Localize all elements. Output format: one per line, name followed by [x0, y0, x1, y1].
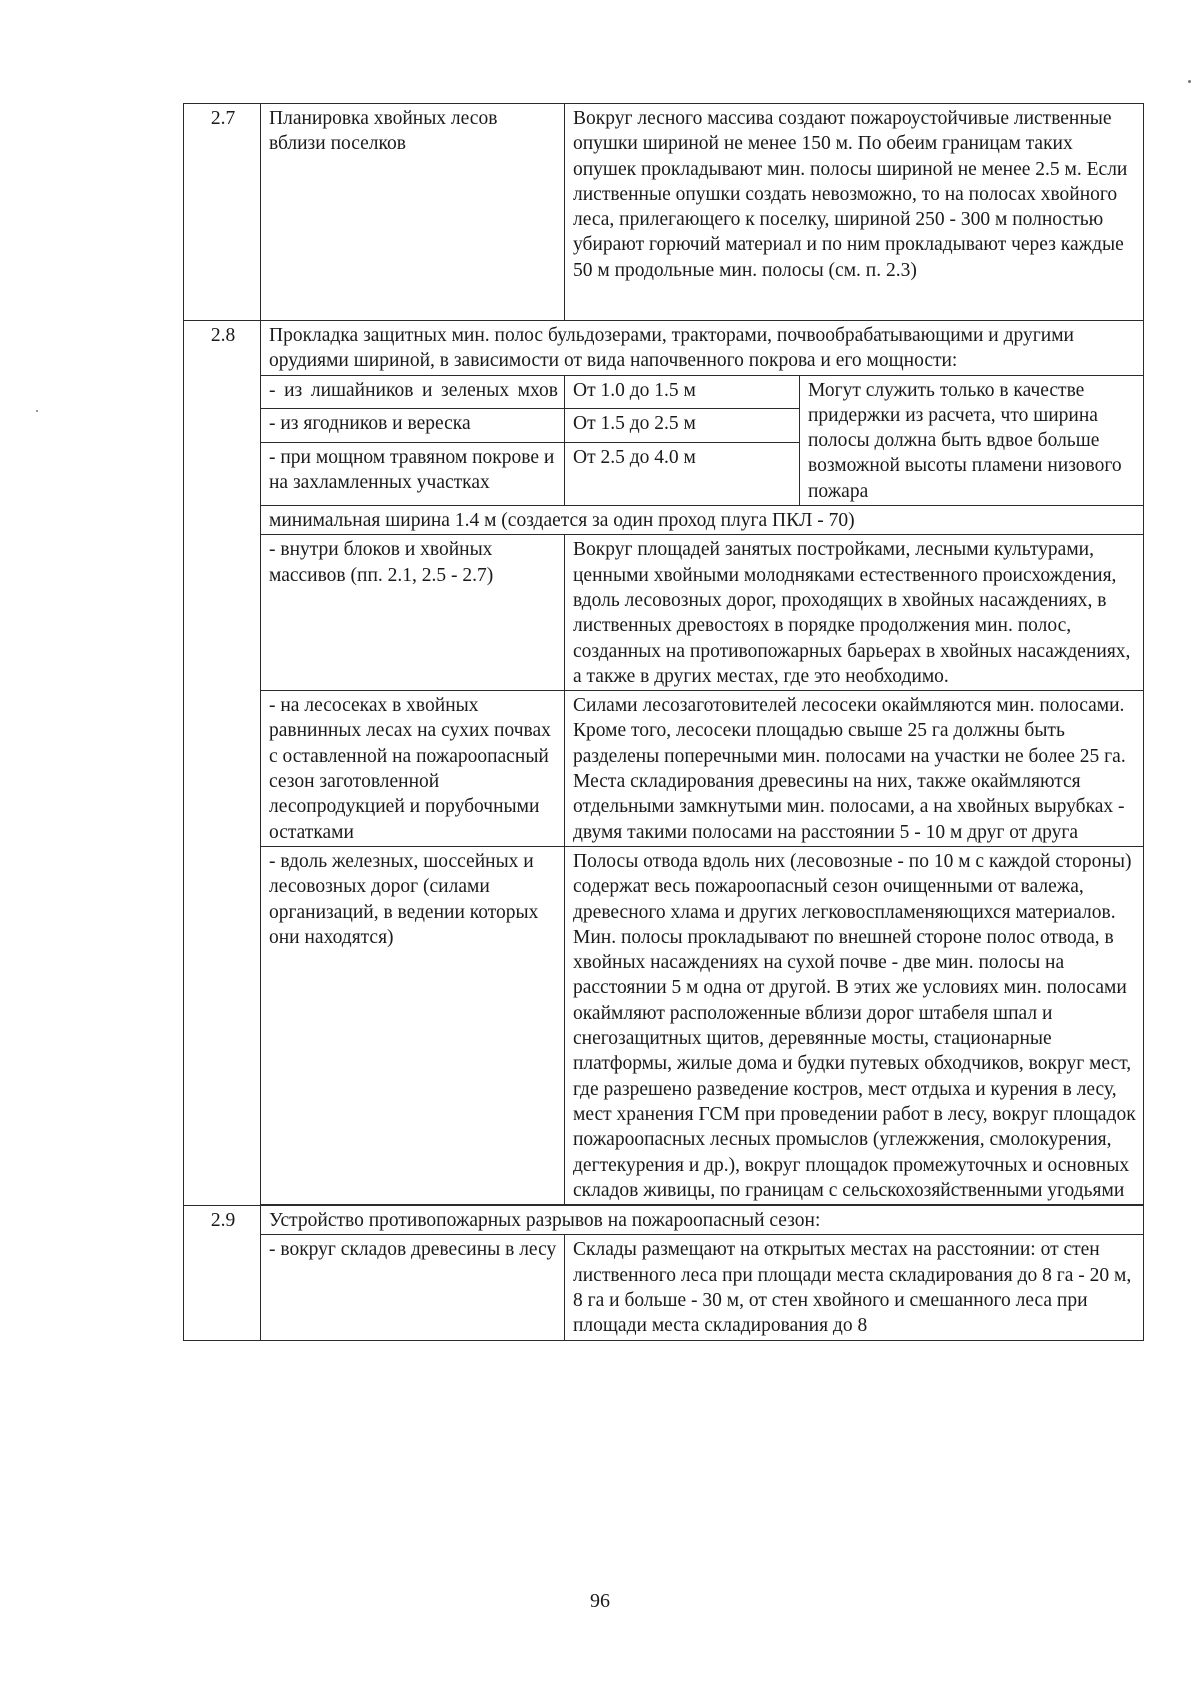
table-row-place-3 — [184, 846, 1144, 1204]
row-number: 2.9 — [184, 1206, 261, 1340]
row-description: Вокруг лесного массива создают пожароустойчивые лиственные опушки шириной не менее 150 м. По обеим границам таких опушек прокладывают мин. полосы шириной не менее 2.5 м. Если лиственные опушки создать невозможно, то на полосах хвойного леса, прилегающего к поселку, шириной 250 - 300 м полностью убирают горючий материал и по ним прокладывают через каждые 50 м продольные мин. полосы (см. п. 2.3) — [565, 104, 1144, 321]
row-title: Планировка хвойных лесов вблизи поселков — [261, 104, 565, 321]
cover-note: Могут служить только в качестве придержки из расчета, что ширина полосы должна быть вдвое больше возможной высоты пламени низового пожара — [800, 375, 1144, 505]
page-number: 96 — [590, 1590, 610, 1612]
table-row-place-2 — [184, 691, 1144, 847]
table-row-warehouse — [184, 1235, 1144, 1340]
place-label: - вдоль железных, шоссейных и лесовозных дорог (силами организаций, в ведении которых они находятся) — [261, 846, 565, 1204]
row-heading: Прокладка защитных мин. полос бульдозерами, тракторами, почвообрабатывающими и другими орудиями шириной, в зависимости от вида напочвенного покрова и его мощности: — [261, 321, 1144, 376]
table-row-min-width — [184, 506, 1144, 535]
place-label: - на лесосеках в хвойных равнинных лесах на сухих почвах с оставленной на пожароопасный сезон заготовленной лесопродукцией и порубочными остатками — [261, 691, 565, 847]
cover-width-value: От 1.5 до 2.5 м — [565, 409, 800, 443]
place-description: Вокруг площадей занятых постройками, лесными культурами, ценными хвойными молодняками естественного происхождения, вдоль лесовозных дорог, проходящих в хвойных насаждениях, в лиственных древостоях в порядке продолжения мин. полос, созданных на противопожарных барьерах в хвойных насаждениях, а также в других местах, где это необходимо. — [565, 535, 1144, 691]
min-width-note: минимальная ширина 1.4 м (создается за один проход плуга ПКЛ - 70) — [261, 506, 1144, 535]
table-row-2-8 — [184, 321, 1144, 376]
place-label: - вокруг складов древесины в лесу — [261, 1235, 565, 1340]
row-number: 2.8 — [184, 321, 261, 1206]
place-description: Склады размещают на открытых местах на расстоянии: от стен лиственного леса при площади места складирования до 8 га - 20 м, 8 га и больше - 30 м, от стен хвойного и смешанного леса при площади места складирования до 8 — [565, 1235, 1144, 1340]
cover-type-label: - из ягодников и вереска — [261, 409, 565, 443]
table-row-2-7 — [184, 104, 1144, 321]
place-description: Полосы отвода вдоль них (лесовозные - по 10 м с каждой стороны) содержат весь пожароопасный сезон очищенными от валежа, древесного хлама и других легковоспламеняющихся материалов. Мин. полосы прокладывают по внешней стороне полос отвода, в хвойных насаждениях на сухой почве - две мин. полосы на расстоянии 5 м одна от другой. В этих же условиях мин. полосами окаймляют расположенные вблизи дорог штабеля шпал и снегозащитных щитов, деревянные мосты, стационарные платформы, жилые дома и будки путевых обходчиков, вокруг мест, где разрешено разведение костров, мест отдыха и курения в лесу, мест хранения ГСМ при проведении работ в лесу, вокруг площадок пожароопасных лесных промыслов (углежжения, смолокурения, дегтекурения и др.), вокруг площадок промежуточных и основных складов живицы, по границам с сельскохозяйственными угодьями — [565, 846, 1144, 1204]
cover-width-value: От 2.5 до 4.0 м — [565, 443, 800, 506]
row-heading: Устройство противопожарных разрывов на пожароопасный сезон: — [261, 1206, 1144, 1235]
place-description: Силами лесозаготовителей лесосеки окаймляются мин. полосами. Кроме того, лесосеки площадью свыше 25 га должны быть разделены поперечными мин. полосами на участки не более 25 га. Места складирования древесины на них, также окаймляются отдельными замкнутыми мин. полосами, а на хвойных вырубках - двумя такими полосами на расстоянии 5 - 10 м друг от друга — [565, 691, 1144, 847]
table-row-2-9 — [184, 1206, 1144, 1235]
cover-type-label: - при мощном травяном покрове и на захламленных участках — [261, 443, 565, 506]
scan-speck — [36, 410, 38, 412]
row-number: 2.7 — [184, 104, 261, 321]
table-row-place-1 — [184, 535, 1144, 691]
fire-prevention-table — [183, 103, 1144, 1341]
scan-speck — [1188, 80, 1191, 83]
cover-type-label: - из лишайников и зеленых мхов — [261, 375, 565, 409]
table-row-cover-1 — [184, 375, 1144, 409]
place-label: - внутри блоков и хвойных массивов (пп. 2.1, 2.5 - 2.7) — [261, 535, 565, 691]
cover-width-value: От 1.0 до 1.5 м — [565, 375, 800, 409]
